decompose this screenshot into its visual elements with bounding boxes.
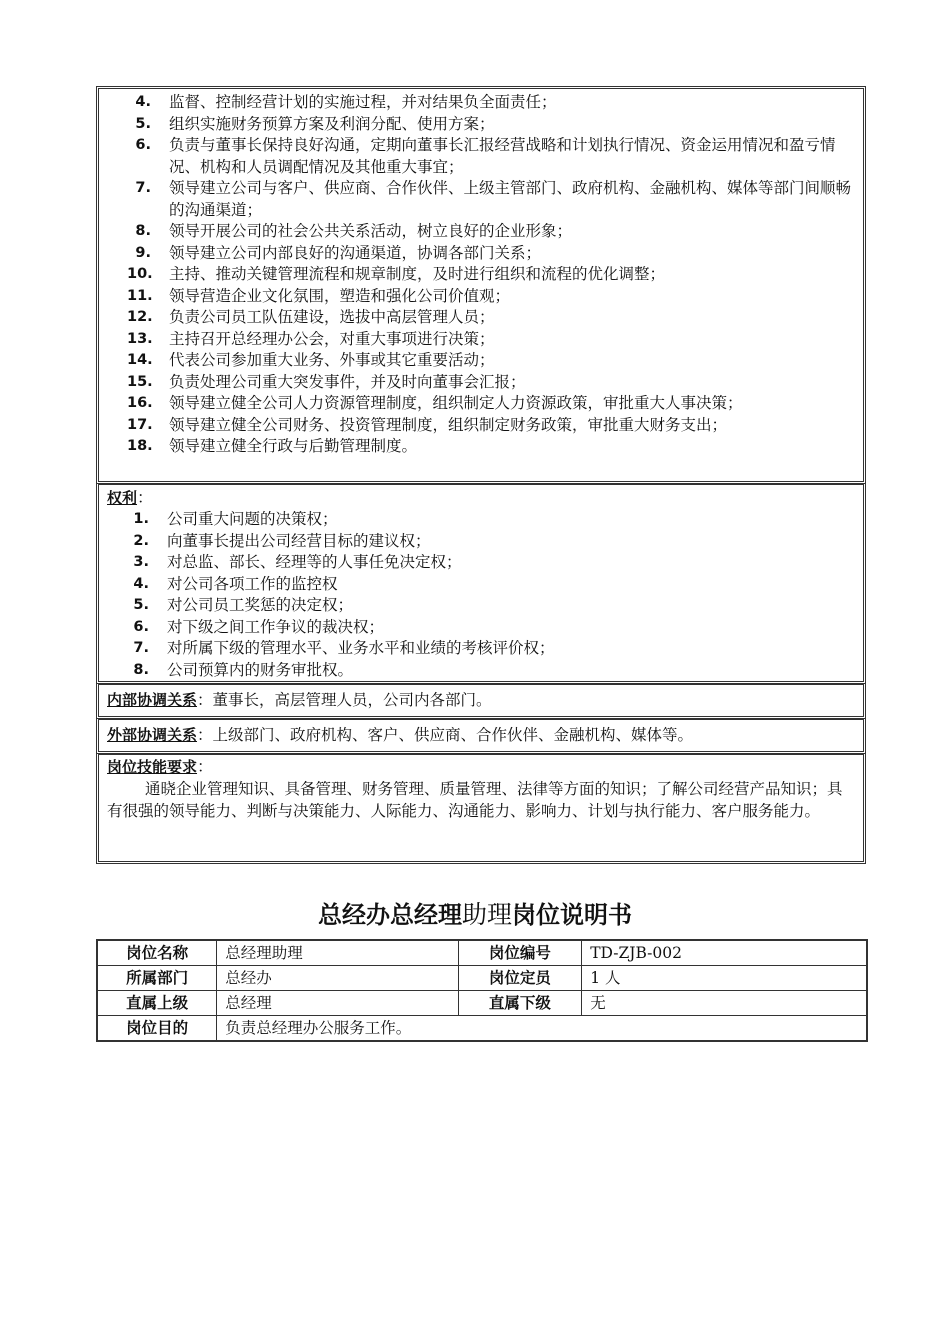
list-item — [99, 178, 863, 221]
item-text: 领导建立健全公司人力资源管理制度，组织制定人力资源政策，审批重大人事决策； — [169, 394, 743, 412]
internal-relations — [96, 683, 866, 719]
page-title — [0, 895, 950, 931]
item-number: 2. — [133, 532, 149, 549]
position-name-label: 岗位名称 — [97, 940, 217, 966]
subordinate-label: 直属下级 — [458, 991, 582, 1016]
item-number: 7. — [133, 640, 149, 656]
item-text: 领导营造企业文化氛围，塑造和强化公司价值观； — [169, 286, 511, 305]
item-number: 4. — [133, 575, 149, 592]
item-text: 负责与董事长保持良好沟通，定期向董事长汇报经营战略和计划执行情况、资金运用情况和盈亏情况、机构和人员调配情况及其他重大事宜； — [169, 136, 836, 176]
item-text: 向董事长提出公司经营目标的建议权； — [167, 531, 431, 550]
item-number: 5. — [135, 115, 151, 132]
duties-list — [99, 92, 863, 458]
item-number: 10. — [127, 266, 153, 282]
item-number: 8. — [135, 223, 151, 239]
item-text: 主持召开总经理办公会，对重大事项进行决策； — [169, 329, 495, 348]
superior-label: 直属上级 — [97, 991, 217, 1016]
table-row — [97, 966, 867, 991]
item-number: 3. — [133, 554, 149, 570]
list-item — [99, 350, 863, 372]
item-text: 对公司各项工作的监控权 — [167, 574, 338, 593]
item-text: 组织实施财务预算方案及利润分配、使用方案； — [169, 114, 495, 133]
duties-section — [96, 86, 866, 484]
rights-heading-line — [99, 487, 863, 509]
item-number: 14. — [127, 352, 153, 368]
item-number: 18. — [127, 438, 153, 454]
item-text: 领导建立公司内部良好的沟通渠道，协调各部门关系； — [169, 243, 542, 262]
external-relations-heading: 外部协调关系 — [107, 726, 198, 744]
headcount-value: 1 人 — [582, 966, 867, 991]
list-item — [99, 509, 863, 531]
item-number: 7. — [135, 180, 151, 196]
item-number: 15. — [127, 373, 153, 390]
table-row — [97, 991, 867, 1016]
department-label: 所属部门 — [97, 966, 217, 991]
rights-list — [99, 509, 863, 681]
item-text: 对总监、部长、经理等的人事任免决定权； — [167, 553, 462, 571]
item-number: 13. — [127, 330, 153, 347]
list-item — [99, 264, 863, 286]
item-text: 领导建立健全公司财务、投资管理制度，组织制定财务政策，审批重大财务支出； — [169, 415, 728, 434]
external-relations-text: 上级部门、政府机构、客户、供应商、合作伙伴、金融机构、媒体等。 — [212, 726, 694, 744]
list-item — [99, 617, 863, 639]
skills-heading-line — [99, 756, 863, 778]
item-text: 领导开展公司的社会公共关系活动，树立良好的企业形象； — [169, 222, 573, 240]
item-text: 主持、推动关键管理流程和规章制度，及时进行组织和流程的优化调整； — [169, 265, 666, 283]
item-number: 17. — [127, 416, 153, 433]
item-number: 6. — [135, 137, 151, 153]
item-number: 1. — [133, 511, 149, 527]
item-text: 公司重大问题的决策权； — [167, 510, 338, 528]
item-number: 16. — [127, 395, 153, 411]
title-part-2: 助理 — [461, 900, 512, 929]
list-item — [99, 114, 863, 136]
purpose-value: 负责总经理办公服务工作。 — [217, 1016, 867, 1042]
list-item — [99, 436, 863, 458]
position-code-value: TD-ZJB-002 — [582, 940, 867, 966]
external-relations-colon: ： — [197, 726, 213, 744]
list-item — [99, 552, 863, 574]
department-value: 总经办 — [217, 966, 458, 991]
item-text: 领导建立健全行政与后勤管理制度。 — [169, 437, 418, 455]
item-text: 代表公司参加重大业务、外事或其它重要活动； — [169, 351, 495, 369]
purpose-label: 岗位目的 — [97, 1016, 217, 1042]
item-number: 9. — [135, 244, 151, 261]
list-item — [99, 638, 863, 660]
list-item — [99, 595, 863, 617]
list-item — [99, 286, 863, 308]
skills-section — [96, 753, 866, 864]
internal-relations-heading: 内部协调关系 — [107, 691, 198, 709]
skills-heading-colon: ： — [197, 757, 214, 776]
position-info-table — [96, 939, 868, 1042]
rights-section — [96, 483, 866, 684]
list-item — [99, 221, 863, 243]
skills-heading: 岗位技能要求 — [107, 758, 198, 776]
item-text: 领导建立公司与客户、供应商、合作伙伴、上级主管部门、政府机构、金融机构、媒体等部门间顺畅的沟通渠道； — [169, 179, 852, 219]
item-text: 负责公司员工队伍建设，选拔中高层管理人员； — [169, 308, 495, 326]
item-text: 监督、控制经营计划的实施过程，并对结果负全面责任； — [169, 93, 557, 111]
item-text: 对下级之间工作争议的裁决权； — [167, 617, 385, 636]
subordinate-value: 无 — [582, 991, 867, 1016]
internal-relations-text: 董事长，高层管理人员，公司内各部门。 — [212, 691, 492, 709]
item-text: 公司预算内的财务审批权。 — [167, 660, 354, 679]
rights-heading: 权利 — [107, 489, 138, 507]
superior-value: 总经理 — [217, 991, 458, 1016]
title-part-3: 岗位说明书 — [512, 901, 632, 929]
item-number: 11. — [127, 287, 153, 304]
list-item — [99, 243, 863, 265]
position-name-value: 总经理助理 — [217, 940, 458, 966]
list-item — [99, 92, 863, 114]
internal-relations-colon: ： — [197, 691, 213, 709]
list-item — [99, 135, 863, 178]
external-relations — [96, 718, 866, 754]
item-number: 12. — [127, 309, 153, 325]
list-item — [99, 393, 863, 415]
list-item — [99, 307, 863, 329]
list-item — [99, 660, 863, 682]
list-item — [99, 329, 863, 351]
item-text: 对公司员工奖惩的决定权； — [167, 596, 354, 614]
item-number: 6. — [133, 618, 149, 635]
headcount-label: 岗位定员 — [458, 966, 582, 991]
table-row — [97, 1016, 867, 1042]
table-row — [97, 940, 867, 966]
item-text: 对所属下级的管理水平、业务水平和业绩的考核评价权； — [167, 639, 555, 657]
item-text: 负责处理公司重大突发事件，并及时向董事会汇报； — [169, 372, 526, 391]
list-item — [99, 415, 863, 437]
item-number: 8. — [133, 661, 149, 678]
list-item — [99, 574, 863, 596]
list-item — [99, 531, 863, 553]
title-part-1: 总经办总经理 — [317, 901, 462, 929]
rights-heading-colon: ： — [137, 488, 154, 507]
item-number: 4. — [135, 94, 151, 110]
skills-text: 通晓企业管理知识、具备管理、财务管理、质量管理、法律等方面的知识；了解公司经营产品知识；具有很强的领导能力、判断与决策能力、人际能力、沟通能力、影响力、计划与执行能力、客户服务能力。 — [107, 780, 843, 820]
item-number: 5. — [133, 597, 149, 613]
list-item — [99, 372, 863, 394]
position-code-label: 岗位编号 — [458, 940, 582, 966]
